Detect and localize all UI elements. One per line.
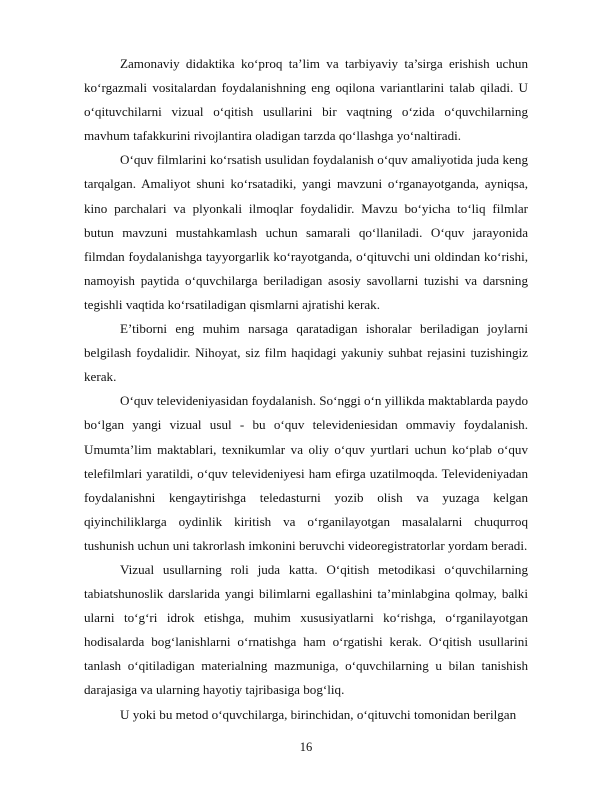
paragraph-didactics: Zamonaviy didaktika ko‘proq ta’lim va tarbiyaviy ta’sirga erishish uchun ko‘rgazmali vositalardan foydalanishning eng oqilona variantlarini talab qiladi. U o‘qituvchilarni vizual o‘qitish usullarini bir vaqtning o‘zida o‘quvchilarning mavhum tafakkurini rivojlantira oladigan tarzda qo‘llashga yo‘naltiradi.	[84, 56, 528, 144]
document-body	[84, 52, 528, 727]
paragraph-educational-films: O‘quv filmlarini ko‘rsatish usulidan foydalanish o‘quv amaliyotida juda keng tarqalgan. Amaliyot shuni ko‘rsatadiki, yangi mavzuni o‘rganayotganda, ayniqsa, kino parchalari va plyonkali ilmoqlar foydalidir. Mavzu bo‘yicha to‘liq filmlar butun mavzuni mustahkamlash uchun samarali qo‘llaniladi. O‘quv jarayonida filmdan foydalanishga tayyorgarlik ko‘rayotganda, o‘qituvchi uni oldindan ko‘rishi, namoyish paytida o‘quvchilarga beriladigan asosiy savollarni tuzishi va darsning tegishli vaqtida ko‘rsatiladigan qismlarni ajratishi kerak.	[84, 152, 528, 312]
paragraph-educational-television: O‘quv televideniyasidan foydalanish. So‘nggi o‘n yillikda maktablarda paydo bo‘lgan yangi vizual usul - bu o‘quv televideniesidan ommaviy foydalanish. Umumta’lim maktablari, texnikumlar va oliy o‘quv yurtlari uchun ko‘plab o‘quv telefilmlari yaratildi, o‘quv televideniyesi ham efirga uzatilmoqda. Televideniyadan foydalanishni kengaytirishga teledasturni yozib olish va yuzaga kelgan qiyinchiliklarga oydinlik kiritish va o‘rganilayotgan masalalarni chuqurroq tushunish uchun uni takrorlash imkonini beruvchi videoregistratorlar yordam beradi.	[84, 393, 528, 553]
page-number: 16	[299, 740, 313, 754]
paragraph-method-continuation: U yoki bu metod o‘quvchilarga, birinchidan, o‘qituvchi tomonidan berilgan	[120, 706, 517, 722]
paragraph-attention-cues: E’tiborni eng muhim narsaga qaratadigan ishoralar beriladigan joylarni belgilash foydalidir. Nihoyat, siz film haqidagi yakuniy suhbat rejasini tuzishingiz kerak.	[84, 321, 528, 385]
paragraph-visual-methods: Vizual usullarning roli juda katta. O‘qitish metodikasi o‘quvchilarning tabiatshunoslik darslarida yangi bilimlarni egallashini ta’minlabgina qolmay, balki ularni to‘g‘ri idrok etishga, muhim xususiyatlarni ko‘rishga, o‘rganilayotgan hodisalarda bog‘lanishlarni o‘rnatishga ham o‘rgatishi kerak. O‘qitish usullarini tanlash o‘qitiladigan materialning mazmuniga, o‘quvchilarning u bilan tanishish darajasiga va ularning hayotiy tajribasiga bog‘liq.	[84, 561, 528, 698]
